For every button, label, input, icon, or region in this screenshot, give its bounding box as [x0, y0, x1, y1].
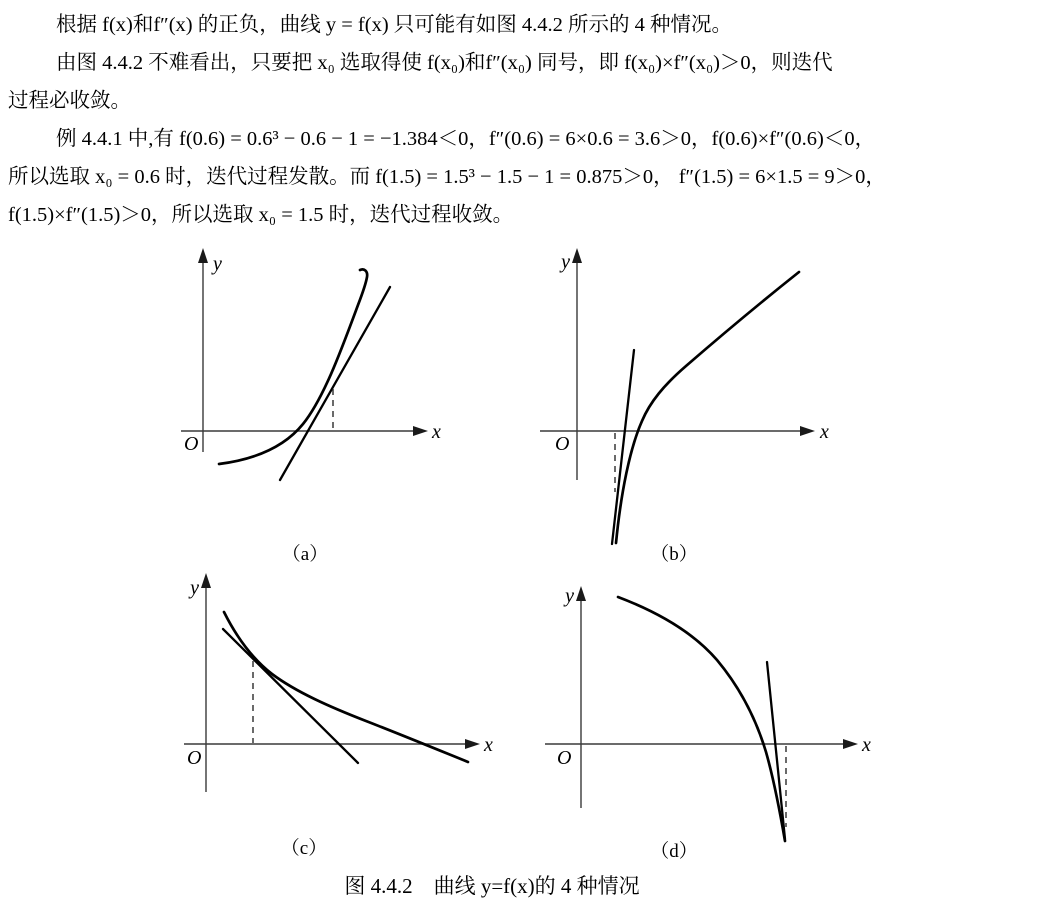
origin-label: O — [187, 747, 202, 769]
curve — [618, 597, 785, 841]
panel-label-d: （d） — [650, 841, 698, 862]
body-line: 由图 4.4.2 不难看出，只要把 x₀ 选取得使 f(x₀)和f″(x₀) 同号，即 f(x₀)×f″(x₀)＞0，则迭代 — [56, 52, 833, 74]
y-axis-label: y — [561, 251, 570, 273]
body-line: 过程必收敛。 — [8, 90, 131, 112]
body-line: 所以选取 x₀ = 0.6 时，迭代过程发散。而 f(1.5) = 1.5³ − 1.5 − 1 = 0.875＞0， f″(1.5) = 6×1.5 = 9＞0， — [8, 166, 886, 188]
panel-label-b: （b） — [650, 544, 698, 565]
y-axis-arrow-icon — [572, 248, 582, 263]
y-axis-label: y — [190, 577, 199, 599]
tangent-line — [767, 662, 785, 839]
x-axis-arrow-icon — [413, 426, 428, 436]
body-line: 根据 f(x)和f″(x) 的正负，曲线 y = f(x) 只可能有如图 4.4.2 所示的 4 种情况。 — [56, 14, 733, 36]
curve — [616, 272, 799, 543]
figure-panel-a — [150, 245, 530, 565]
y-axis-arrow-icon — [201, 573, 211, 588]
tangent-line — [223, 629, 358, 763]
x-axis-arrow-icon — [843, 739, 858, 749]
figure-panel-d — [520, 565, 920, 865]
x-axis-label: x — [432, 421, 441, 443]
x-axis-label: x — [484, 734, 493, 756]
body-line: f(1.5)×f″(1.5)＞0，所以选取 x₀ = 1.5 时，迭代过程收敛。 — [8, 204, 514, 226]
body-line: 例 4.4.1 中,有 f(0.6) = 0.6³ − 0.6 − 1 = −1.384＜0，f″(0.6) = 6×0.6 = 3.6＞0，f(0.6)×f″(0.6)＜0， — [56, 128, 876, 150]
y-axis-label: y — [565, 585, 574, 607]
x-axis-label: x — [862, 734, 871, 756]
panel-label-a: （a） — [281, 544, 329, 565]
panel-label-c: （c） — [280, 838, 328, 859]
origin-label: O — [184, 433, 199, 455]
tangent-line — [280, 287, 390, 480]
x-axis-arrow-icon — [465, 739, 480, 749]
figure-caption: 图 4.4.2 曲线 y=f(x)的 4 种情况 — [344, 874, 640, 898]
body-text — [8, 6, 1054, 234]
y-axis-arrow-icon — [576, 586, 586, 601]
x-axis-arrow-icon — [800, 426, 815, 436]
origin-label: O — [557, 747, 572, 769]
y-axis-arrow-icon — [198, 248, 208, 263]
figure-panel-c — [150, 565, 530, 865]
figure-panel-b — [520, 245, 900, 565]
x-axis-label: x — [820, 421, 829, 443]
origin-label: O — [555, 433, 570, 455]
curve — [224, 612, 468, 762]
y-axis-label: y — [213, 253, 222, 275]
